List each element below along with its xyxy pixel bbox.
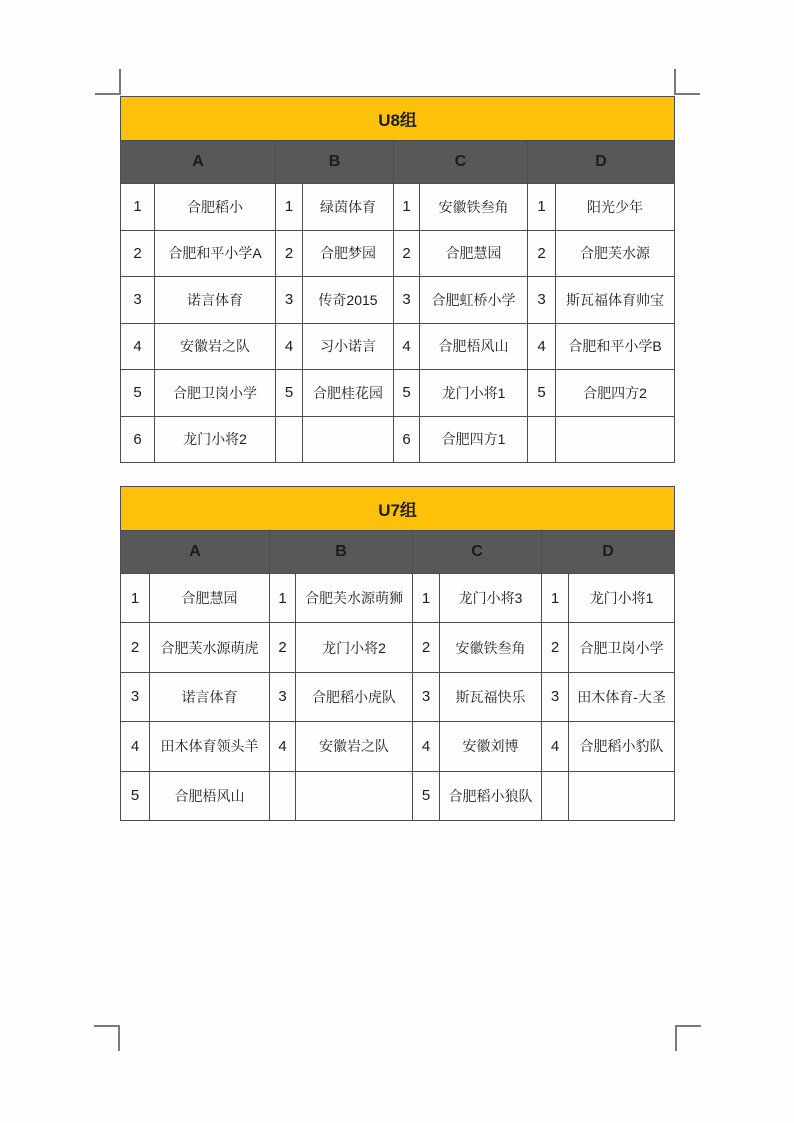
- rank-cell: 1: [121, 574, 150, 623]
- team-cell: 安徽刘博: [440, 722, 542, 771]
- u7-group-d-header: D: [542, 531, 675, 574]
- rank-cell: 5: [276, 370, 303, 417]
- team-cell: 阳光少年: [556, 184, 675, 231]
- rank-cell: 1: [270, 574, 296, 623]
- team-cell: 合肥虹桥小学: [420, 277, 528, 324]
- u8-table-title: U8组: [121, 97, 675, 141]
- team-cell: 田木体育领头羊: [150, 722, 270, 771]
- team-cell: 合肥芙水源萌狮: [296, 574, 413, 623]
- team-cell: 合肥慧园: [420, 230, 528, 277]
- rank-cell: 6: [121, 416, 155, 463]
- u8-group-a-header: A: [121, 141, 276, 184]
- rank-cell: 2: [121, 623, 150, 672]
- page-margin-mark-top-left: [95, 69, 121, 95]
- rank-cell: 3: [528, 277, 556, 324]
- u7-group-b-header: B: [270, 531, 413, 574]
- team-cell: 龙门小将2: [155, 416, 276, 463]
- team-cell: 合肥稻小狼队: [440, 771, 542, 820]
- rank-cell: [528, 416, 556, 463]
- rank-cell: 4: [528, 323, 556, 370]
- u7-group-c-header: C: [413, 531, 542, 574]
- rank-cell: 5: [413, 771, 440, 820]
- u8-group-b-header: B: [276, 141, 394, 184]
- team-cell: 田木体育-大圣: [569, 672, 675, 721]
- rank-cell: 3: [121, 672, 150, 721]
- team-cell: 安徽铁叁角: [420, 184, 528, 231]
- rank-cell: 2: [413, 623, 440, 672]
- rank-cell: 4: [121, 722, 150, 771]
- team-cell: 合肥桂花园: [303, 370, 394, 417]
- rank-cell: 1: [121, 184, 155, 231]
- team-cell: 龙门小将3: [440, 574, 542, 623]
- team-cell: 安徽铁叁角: [440, 623, 542, 672]
- rank-cell: 2: [394, 230, 420, 277]
- rank-cell: 3: [542, 672, 569, 721]
- team-cell: 斯瓦福快乐: [440, 672, 542, 721]
- page-margin-mark-bottom-left: [94, 1025, 120, 1051]
- rank-cell: 5: [121, 771, 150, 820]
- rank-cell: 3: [413, 672, 440, 721]
- u8-group-table: [120, 96, 675, 463]
- rank-cell: 5: [394, 370, 420, 417]
- team-cell: 合肥慧园: [150, 574, 270, 623]
- rank-cell: 2: [528, 230, 556, 277]
- team-cell: 习小诺言: [303, 323, 394, 370]
- rank-cell: 2: [121, 230, 155, 277]
- rank-cell: 1: [528, 184, 556, 231]
- team-cell: 合肥卫岗小学: [155, 370, 276, 417]
- team-cell: 传奇2015: [303, 277, 394, 324]
- team-cell: [296, 771, 413, 820]
- page-margin-mark-top-right: [674, 69, 700, 95]
- rank-cell: 4: [276, 323, 303, 370]
- rank-cell: 4: [394, 323, 420, 370]
- rank-cell: 2: [270, 623, 296, 672]
- rank-cell: 6: [394, 416, 420, 463]
- u8-group-c-header: C: [394, 141, 528, 184]
- team-cell: 诺言体育: [155, 277, 276, 324]
- rank-cell: 5: [528, 370, 556, 417]
- team-cell: 龙门小将2: [296, 623, 413, 672]
- team-cell: 安徽岩之队: [296, 722, 413, 771]
- team-cell: 合肥稻小虎队: [296, 672, 413, 721]
- u7-table-title: U7组: [121, 487, 675, 531]
- rank-cell: 4: [542, 722, 569, 771]
- rank-cell: 4: [121, 323, 155, 370]
- team-cell: 合肥梦园: [303, 230, 394, 277]
- u7-group-table: [120, 486, 675, 821]
- rank-cell: [270, 771, 296, 820]
- team-cell: [556, 416, 675, 463]
- team-cell: 龙门小将1: [569, 574, 675, 623]
- team-cell: 龙门小将1: [420, 370, 528, 417]
- team-cell: 合肥芙水源萌虎: [150, 623, 270, 672]
- rank-cell: 3: [270, 672, 296, 721]
- u7-group-a-header: A: [121, 531, 270, 574]
- team-cell: 绿茵体育: [303, 184, 394, 231]
- team-cell: 合肥稻小豹队: [569, 722, 675, 771]
- team-cell: 合肥卫岗小学: [569, 623, 675, 672]
- rank-cell: 3: [121, 277, 155, 324]
- team-cell: 安徽岩之队: [155, 323, 276, 370]
- rank-cell: [276, 416, 303, 463]
- rank-cell: 5: [121, 370, 155, 417]
- rank-cell: 1: [542, 574, 569, 623]
- rank-cell: 2: [542, 623, 569, 672]
- team-cell: 合肥和平小学B: [556, 323, 675, 370]
- rank-cell: 1: [276, 184, 303, 231]
- rank-cell: 3: [276, 277, 303, 324]
- rank-cell: 1: [394, 184, 420, 231]
- rank-cell: 3: [394, 277, 420, 324]
- u8-group-d-header: D: [528, 141, 675, 184]
- rank-cell: [542, 771, 569, 820]
- team-cell: [303, 416, 394, 463]
- team-cell: 合肥梧风山: [420, 323, 528, 370]
- rank-cell: 4: [270, 722, 296, 771]
- team-cell: 斯瓦福体育帅宝: [556, 277, 675, 324]
- team-cell: 合肥稻小: [155, 184, 276, 231]
- team-cell: [569, 771, 675, 820]
- rank-cell: 4: [413, 722, 440, 771]
- page-margin-mark-bottom-right: [675, 1025, 701, 1051]
- team-cell: 合肥四方1: [420, 416, 528, 463]
- rank-cell: 2: [276, 230, 303, 277]
- team-cell: 合肥和平小学A: [155, 230, 276, 277]
- rank-cell: 1: [413, 574, 440, 623]
- team-cell: 诺言体育: [150, 672, 270, 721]
- team-cell: 合肥梧风山: [150, 771, 270, 820]
- team-cell: 合肥四方2: [556, 370, 675, 417]
- team-cell: 合肥芙水源: [556, 230, 675, 277]
